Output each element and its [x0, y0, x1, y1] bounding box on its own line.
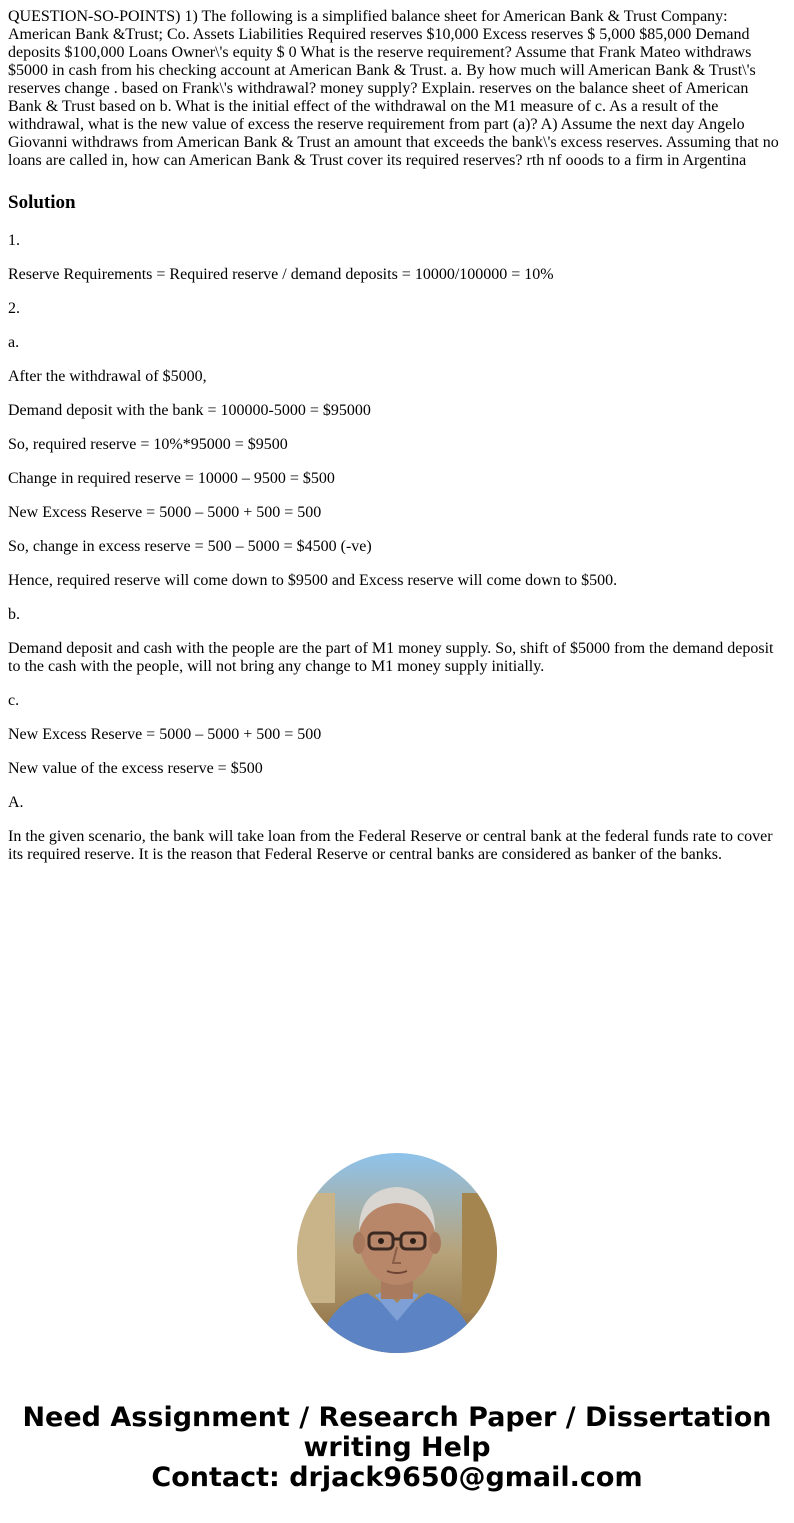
- promo-line: Need Assignment / Research Paper / Dissertation: [22, 1402, 772, 1433]
- document-body: [8, 8, 781, 864]
- solution-paragraph: 1.: [8, 232, 20, 249]
- question-text: QUESTION-SO-POINTS) 1) The following is a simplified balance sheet for American Bank & Trust Company: American Bank &Trust; Co. Assets Liabilities Required reserves $10,000 Excess reserves $ 5,000 $85,000 Demand deposits $100,000 Loans Owner\'s equity $ 0 What is the reserve requirement? Assume that Frank Mateo withdraws $5000 in cash from his checking account at American Bank & Trust. a. By how much will American Bank & Trust\'s reserves change . based on Frank\'s withdrawal? money supply? Explain. reserves on the balance sheet of American Bank & Trust based on b. What is the initial effect of the withdrawal on the M1 measure of c. As a result of the withdrawal, what is the new value of excess the reserve requirement from part (a)? A) Assume the next day Angelo Giovanni withdraws from American Bank & Trust an amount that exceeds the bank\'s excess reserves. Assuming that no loans are called in, how can American Bank & Trust cover its required reserves? rth nf ooods to a firm in Argentina: [8, 8, 779, 169]
- tutor-avatar: [297, 1153, 497, 1353]
- solution-paragraph: Demand deposit and cash with the people are the part of M1 money supply. So, shift of $5000 from the demand deposit to the cash with the people, will not bring any change to M1 money supply initially.: [8, 640, 774, 675]
- solution-paragraph: 2.: [8, 300, 20, 317]
- solution-heading: Solution: [8, 192, 76, 213]
- solution-paragraph: So, change in excess reserve = 500 – 5000 = $4500 (-ve): [8, 538, 372, 555]
- solution-paragraph: Change in required reserve = 10000 – 9500 = $500: [8, 470, 335, 487]
- solution-paragraph: Reserve Requirements = Required reserve / demand deposits = 10000/100000 = 10%: [8, 266, 554, 283]
- solution-paragraph: New Excess Reserve = 5000 – 5000 + 500 = 500: [8, 726, 322, 743]
- solution-paragraph: So, required reserve = 10%*95000 = $9500: [8, 436, 288, 453]
- solution-paragraph: b.: [8, 606, 20, 623]
- solution-paragraph: a.: [8, 334, 20, 351]
- tutor-portrait-image: [297, 1153, 497, 1353]
- promo-banner: [0, 1403, 794, 1493]
- solution-paragraph: Demand deposit with the bank = 100000-5000 = $95000: [8, 402, 371, 419]
- solution-body: [8, 232, 781, 864]
- solution-paragraph: New value of the excess reserve = $500: [8, 760, 263, 777]
- solution-paragraph: Hence, required reserve will come down to $9500 and Excess reserve will come down to $500.: [8, 572, 618, 589]
- promo-line: writing Help: [303, 1432, 491, 1463]
- solution-paragraph: A.: [8, 794, 24, 811]
- solution-paragraph: c.: [8, 692, 20, 709]
- solution-paragraph: New Excess Reserve = 5000 – 5000 + 500 = 500: [8, 504, 322, 521]
- solution-paragraph: In the given scenario, the bank will take loan from the Federal Reserve or central bank at the federal funds rate to cover its required reserve. It is the reason that Federal Reserve or central banks are considered as banker of the banks.: [8, 828, 773, 863]
- promo-contact: Contact: drjack9650@gmail.com: [151, 1462, 643, 1493]
- solution-paragraph: After the withdrawal of $5000,: [8, 368, 207, 385]
